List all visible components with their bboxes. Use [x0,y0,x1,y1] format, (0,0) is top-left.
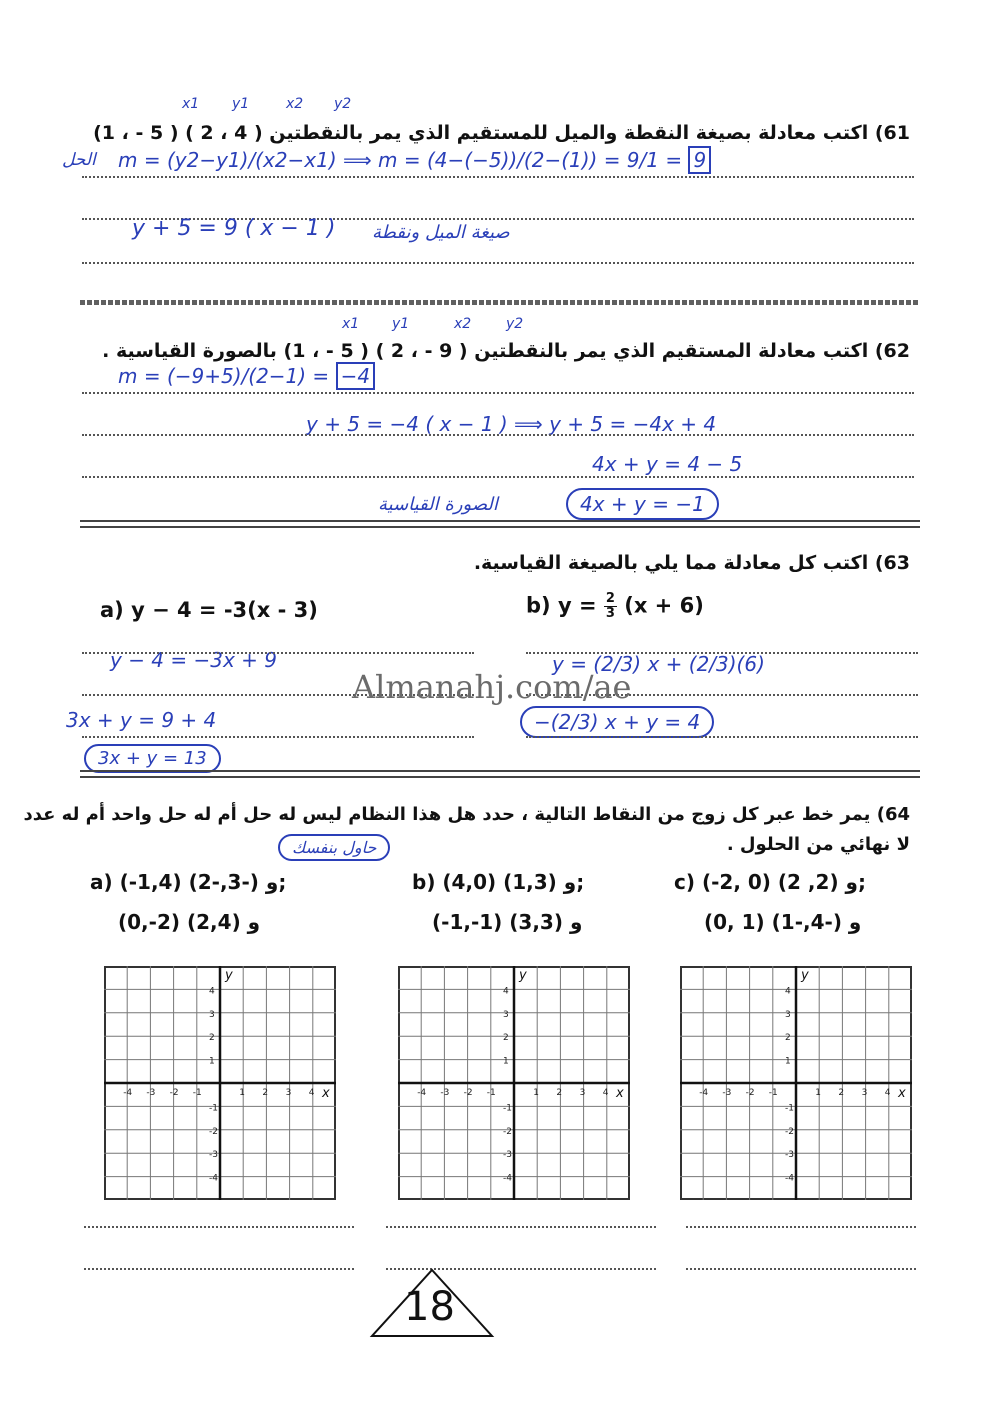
q64-hw-note: حاول بنفسك [278,834,390,861]
x-tick-label: 2 [262,1088,269,1098]
q64-a-line2: (0,-2) و (2,4) [118,910,261,934]
y-tick-label: 3 [785,1009,791,1020]
y-axis-label: y [801,968,809,983]
q63-b-frac-den: 3 [605,606,615,621]
q62-hw-slope-text: m = (−9+5)/(2−1) = [118,364,330,388]
label-y2: y2 [334,96,352,112]
q62-hw-slope [118,364,375,388]
coordinate-grid-b[interactable] [398,966,630,1200]
q61-hw-slope-text: m = (y2−y1)/(x2−x1) ⟹ m = (4−(−5))/(2−(1)) = 9/1 = [118,148,683,172]
x-tick-label: -1 [192,1088,202,1098]
answer-line [82,652,474,654]
y-tick-label: 2 [785,1033,791,1044]
q63-hw-b2: −(2/3) x + y = 4 [520,706,714,738]
y-tick-label: -1 [503,1103,512,1114]
q64-b-line2: (-1,-1) و (3,3) [432,910,583,934]
q63-problem-a: a) y − 4 = -3(x - 3) [100,598,318,622]
x-tick-label: -2 [169,1088,179,1098]
y-tick-label: 4 [209,986,215,997]
answer-line [686,1226,916,1228]
x-axis-label: x [898,1086,906,1101]
question-62: 62) اكتب معادلة المستقيم الذي يمر بالنقطتين ( 9 - ، 2 ) ( 5 - ، 1) بالصورة القياسية . [102,340,910,362]
x-tick-label: 3 [285,1088,292,1098]
q62-hw-answer: 4x + y = −1 [566,488,719,520]
answer-line [82,736,474,738]
q63-b-suffix: (x + 6) [624,593,704,618]
answer-line [82,392,914,394]
label-x2: x2 [454,316,472,332]
x-axis-label: x [616,1086,624,1101]
x-tick-label: 3 [861,1088,868,1098]
x-tick-label: 3 [579,1088,586,1098]
q62-point-labels [342,316,552,338]
watermark: Almanahj.com/ae [352,668,632,706]
answer-line [686,1268,916,1270]
q64-b-line1: b) (4,0) و (1,3); [412,870,585,894]
q64-c-line1: c) (-2, 0) و (2, 2); [674,870,866,894]
y-tick-label: -2 [503,1126,512,1137]
section-separator [80,300,920,305]
y-tick-label: -3 [785,1150,794,1161]
q64-c-line2: (0, 1) و (-4,-1) [704,910,862,934]
q61-hw-slope-box: 9 [688,146,711,174]
coordinate-grid-a[interactable] [104,966,336,1200]
x-axis-label: x [322,1086,330,1101]
question-64-line1: 64) يمر خط عبر كل زوج من النقاط التالية ، حدد هل هذا النظام ليس له حل أم له حل واحد أم له عدد [23,804,910,825]
answer-line [82,262,914,264]
question-64-line2: لا نهائي من الحلول . [726,834,910,855]
q62-hw-slope-box: −4 [336,362,375,390]
q63-b-fraction [604,592,617,621]
q61-hw-prefix: الحل [62,150,96,170]
y-tick-label: -1 [785,1103,794,1114]
section-separator [80,520,920,528]
q61-hw-note: صيغة الميل ونقطة [372,222,510,243]
x-tick-label: -1 [768,1088,778,1098]
y-tick-label: -4 [785,1173,794,1184]
y-tick-label: -4 [503,1173,512,1184]
x-tick-label: -4 [123,1088,133,1098]
label-y1: y1 [392,316,410,332]
x-tick-label: 4 [602,1088,609,1098]
y-tick-label: -2 [209,1126,218,1137]
label-y2: y2 [506,316,524,332]
y-tick-label: 4 [503,986,509,997]
question-63: 63) اكتب كل معادلة مما يلي بالصيغة القياسية. [473,552,910,574]
x-tick-label: 2 [556,1088,563,1098]
x-tick-label: -3 [722,1088,732,1098]
q61-point-labels [182,96,372,118]
y-tick-label: 2 [209,1033,215,1044]
y-tick-label: 1 [209,1056,215,1067]
y-tick-label: -3 [503,1150,512,1161]
answer-line [82,176,914,178]
label-x2: x2 [286,96,304,112]
x-tick-label: 4 [884,1088,891,1098]
coordinate-grid-c[interactable] [680,966,912,1200]
y-tick-label: -1 [209,1103,218,1114]
question-61: 61) اكتب معادلة بصيغة النقطة والميل للمستقيم الذي يمر بالنقطتين ( 4 ، 2 ) ( 5 - ، 1) [93,122,910,144]
q62-hw-point-slope: y + 5 = −4 ( x − 1 ) ⟹ y + 5 = −4x + 4 [306,412,717,436]
x-tick-label: -3 [440,1088,450,1098]
y-tick-label: 2 [503,1033,509,1044]
x-tick-label: 1 [533,1088,539,1098]
y-tick-label: -2 [785,1126,794,1137]
q62-hw-note: الصورة القياسية [378,494,498,515]
answer-line [82,476,914,478]
x-tick-label: -3 [146,1088,156,1098]
q62-hw-rearranged: 4x + y = 4 − 5 [592,452,743,476]
q63-hw-a3: 3x + y = 13 [84,744,221,773]
q63-problem-b [526,592,704,621]
y-tick-label: 3 [209,1009,215,1020]
answer-line [82,434,914,436]
q63-hw-b1: y = (2/3) x + (2/3)(6) [552,652,765,676]
y-tick-label: -3 [209,1150,218,1161]
q61-hw-equation: y + 5 = 9 ( x − 1 ) [132,216,336,241]
x-tick-label: 2 [838,1088,845,1098]
x-tick-label: 4 [308,1088,315,1098]
y-tick-label: 1 [785,1056,791,1067]
x-tick-label: -4 [417,1088,427,1098]
answer-line [526,652,918,654]
y-tick-label: 1 [503,1056,509,1067]
y-tick-label: -4 [209,1173,218,1184]
x-tick-label: -1 [486,1088,496,1098]
label-x1: x1 [182,96,200,112]
answer-line [84,1226,354,1228]
y-axis-label: y [519,968,527,983]
q64-a-line1: a) (-1,4) و (-3,-2); [90,870,287,894]
section-separator [80,770,920,778]
x-tick-label: -2 [463,1088,473,1098]
x-tick-label: -4 [699,1088,709,1098]
q61-hw-slope [118,148,711,172]
x-tick-label: 1 [239,1088,245,1098]
y-axis-label: y [225,968,233,983]
q63-hw-a2: 3x + y = 9 + 4 [66,708,217,732]
x-tick-label: -2 [745,1088,755,1098]
q63-b-prefix: b) y = [526,593,597,618]
label-y1: y1 [232,96,250,112]
x-tick-label: 1 [815,1088,821,1098]
y-tick-label: 3 [503,1009,509,1020]
q63-hw-a1: y − 4 = −3x + 9 [110,648,278,672]
page-number: 18 [404,1284,455,1330]
answer-line [526,736,918,738]
y-tick-label: 4 [785,986,791,997]
label-x1: x1 [342,316,360,332]
answer-line [386,1226,656,1228]
q63-b-frac-num: 2 [605,591,615,606]
answer-line [84,1268,354,1270]
